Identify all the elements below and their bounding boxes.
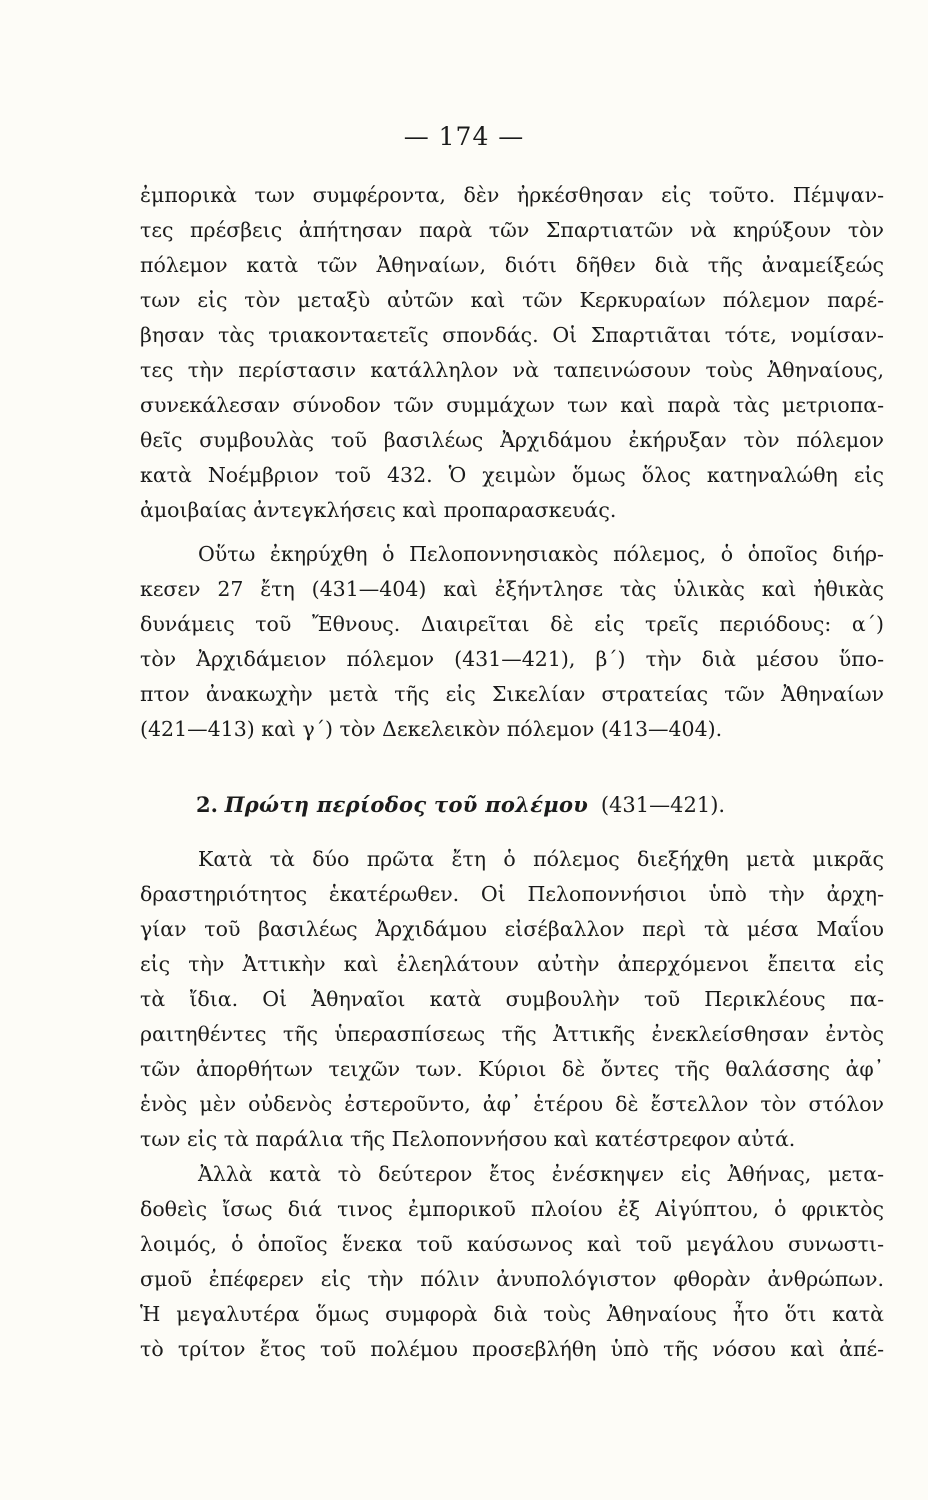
text-line: θεῖς συμβουλὰς τοῦ βασιλέως Ἀρχιδάμου ἐκήρυξαν τὸν πόλεμον — [140, 428, 884, 452]
text-line: σμοῦ ἐπέφερεν εἰς τὴν πόλιν ἀνυπολόγιστον φθορὰν ἀνθρώπων. — [140, 1267, 884, 1291]
text-line: τὸν Ἀρχιδάμειον πόλεμον (431—421), β΄) τὴν διὰ μέσου ὕπο- — [140, 647, 884, 671]
section-years: (431—421). — [600, 793, 726, 817]
text-line: Ἀλλὰ κατὰ τὸ δεύτερον ἔτος ἐνέσκηψεν εἰς Ἀθήνας, μετα- — [198, 1162, 884, 1186]
text-line: τες τὴν περίστασιν κατάλληλον νὰ ταπεινώσουν τοὺς Ἀθηναίους, — [140, 358, 884, 382]
text-line: εἰς τὴν Ἀττικὴν καὶ ἐλεηλάτουν αὐτὴν ἀπερχόμενοι ἔπειτα εἰς — [140, 952, 884, 976]
paragraph-3-and-4 — [140, 842, 884, 1367]
text-line: κεσεν 27 ἔτη (431—404) καὶ ἐξήντλησε τὰς ὑλικὰς καὶ ἠθικὰς — [140, 577, 884, 601]
text-line: πτον ἀνακωχὴν μετὰ τῆς εἰς Σικελίαν στρατείας τῶν Ἀθηναίων — [140, 682, 884, 706]
text-line: Κατὰ τὰ δύο πρῶτα ἔτη ὁ πόλεμος διεξήχθη μετὰ μικρᾶς — [198, 847, 884, 871]
text-line: Ἡ μεγαλυτέρα ὅμως συμφορὰ διὰ τοὺς Ἀθηναίους ἦτο ὅτι κατὰ — [140, 1302, 884, 1326]
text-line: (421—413) καὶ γ΄) τὸν Δεκελεικὸν πόλεμον (413—404). — [140, 717, 723, 741]
text-line: δραστηριότητος ἑκατέρωθεν. Οἱ Πελοποννήσιοι ὑπὸ τὴν ἀρχη- — [140, 882, 884, 906]
text-line: λοιμός, ὁ ὁποῖος ἕνεκα τοῦ καύσωνος καὶ τοῦ μεγάλου συνωστι- — [140, 1232, 884, 1256]
section-heading — [196, 792, 725, 817]
page-number: — 174 — — [403, 122, 525, 151]
text-line: πόλεμον κατὰ τῶν Ἀθηναίων, διότι δῆθεν διὰ τῆς ἀναμείξεώς — [140, 253, 884, 277]
text-line: ἀμοιβαίας ἀντεγκλήσεις καὶ προπαρασκευάς. — [140, 498, 617, 522]
text-line: των εἰς τὸν μεταξὺ αὐτῶν καὶ τῶν Κερκυραίων πόλεμον παρέ- — [140, 288, 884, 312]
text-line: τῶν ἀπορθήτων τειχῶν των. Κύριοι δὲ ὄντες τῆς θαλάσσης ἀφ᾽ — [140, 1057, 884, 1081]
paragraph-2 — [140, 537, 884, 747]
text-line: δοθεὶς ἴσως διά τινος ἐμπορικοῦ πλοίου ἐξ Αἰγύπτου, ὁ φρικτὸς — [140, 1197, 884, 1221]
text-line: κατὰ Νοέμβριον τοῦ 432. Ὁ χειμὼν ὅμως ὅλος κατηναλώθη εἰς — [140, 463, 884, 487]
text-line: Οὕτω ἐκηρύχθη ὁ Πελοποννησιακὸς πόλεμος, ὁ ὁποῖος διήρ- — [198, 542, 884, 566]
section-number: 2. — [196, 792, 218, 817]
text-line: τὰ ἴδια. Οἱ Ἀθηναῖοι κατὰ συμβουλὴν τοῦ Περικλέους πα- — [140, 987, 884, 1011]
text-line: των εἰς τὰ παράλια τῆς Πελοποννήσου καὶ κατέστρεφον αὐτά. — [140, 1127, 796, 1151]
text-line: δυνάμεις τοῦ Ἔθνους. Διαιρεῖται δὲ εἰς τρεῖς περιόδους: α΄) — [140, 612, 884, 636]
paragraph-1 — [140, 178, 884, 528]
text-line: ραιτηθέντες τῆς ὑπερασπίσεως τῆς Ἀττικῆς ἐνεκλείσθησαν ἐντὸς — [140, 1022, 884, 1046]
text-line: βησαν τὰς τριακονταετεῖς σπονδάς. Οἱ Σπαρτιᾶται τότε, νομίσαν- — [140, 323, 884, 347]
section-title: Πρώτη περίοδος τοῦ πολέμου — [224, 792, 589, 817]
text-line: συνεκάλεσαν σύνοδον τῶν συμμάχων των καὶ παρὰ τὰς μετριοπα- — [140, 393, 884, 417]
text-line: τὸ τρίτον ἔτος τοῦ πολέμου προσεβλήθη ὑπὸ τῆς νόσου καὶ ἀπέ- — [140, 1337, 884, 1361]
text-line: γίαν τοῦ βασιλέως Ἀρχιδάμου εἰσέβαλλον περὶ τὰ μέσα Μαΐου — [140, 917, 884, 941]
text-line: ἐμπορικὰ των συμφέροντα, δὲν ἠρκέσθησαν εἰς τοῦτο. Πέμψαν- — [140, 183, 884, 207]
text-line: ἑνὸς μὲν οὐδενὸς ἐστεροῦντο, ἀφ᾽ ἑτέρου δὲ ἔστελλον τὸν στόλον — [140, 1092, 884, 1116]
text-line: τες πρέσβεις ἀπήτησαν παρὰ τῶν Σπαρτιατῶν νὰ κηρύξουν τὸν — [140, 218, 884, 242]
